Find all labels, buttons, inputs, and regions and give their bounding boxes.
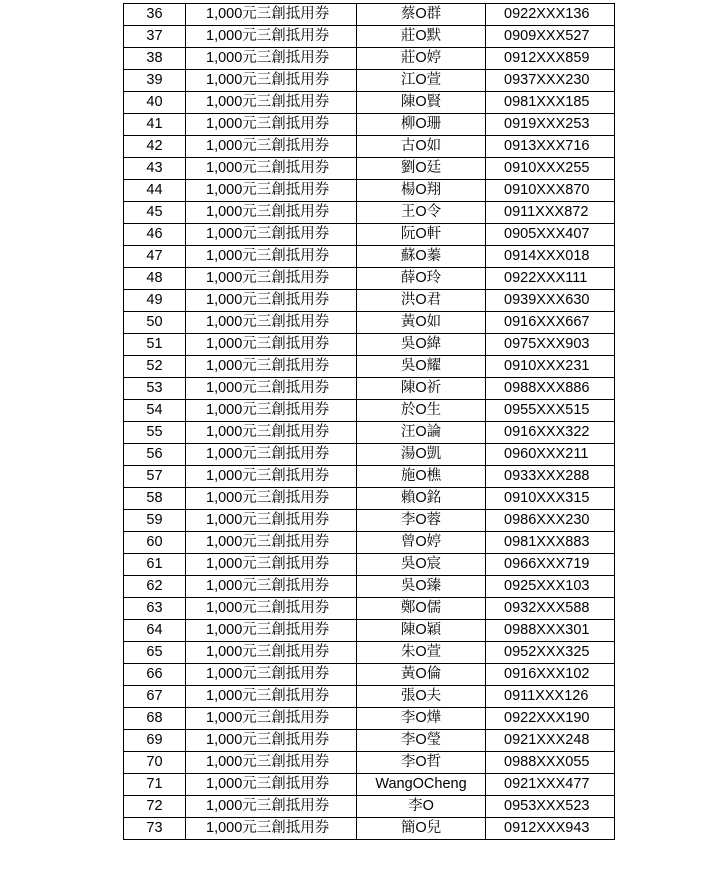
prize-cell: 1,000元三創抵用券 — [186, 158, 357, 180]
entry-number-cell: 43 — [124, 158, 186, 180]
prize-cell: 1,000元三創抵用券 — [186, 356, 357, 378]
table-row — [124, 48, 615, 70]
phone-number-cell: 0911XXX126 — [486, 686, 615, 708]
prize-cell: 1,000元三創抵用券 — [186, 378, 357, 400]
entry-number-cell: 38 — [124, 48, 186, 70]
prize-cell: 1,000元三創抵用券 — [186, 4, 357, 26]
entry-number-cell: 60 — [124, 532, 186, 554]
phone-number-cell: 0932XXX588 — [486, 598, 615, 620]
prize-cell: 1,000元三創抵用券 — [186, 268, 357, 290]
table-row — [124, 70, 615, 92]
winner-name-cell: 李O瑩 — [357, 730, 486, 752]
table-row — [124, 202, 615, 224]
prize-cell: 1,000元三創抵用券 — [186, 510, 357, 532]
winner-name-cell: 曾O婷 — [357, 532, 486, 554]
table-row — [124, 180, 615, 202]
prize-cell: 1,000元三創抵用券 — [186, 202, 357, 224]
table-row — [124, 378, 615, 400]
table-row — [124, 664, 615, 686]
phone-number-cell: 0939XXX630 — [486, 290, 615, 312]
winner-name-cell: 楊O翔 — [357, 180, 486, 202]
winner-name-cell: 李O蓉 — [357, 510, 486, 532]
table-row — [124, 92, 615, 114]
table-row — [124, 356, 615, 378]
prize-cell: 1,000元三創抵用券 — [186, 224, 357, 246]
prize-cell: 1,000元三創抵用券 — [186, 444, 357, 466]
phone-number-cell: 0910XXX255 — [486, 158, 615, 180]
entry-number-cell: 42 — [124, 136, 186, 158]
phone-number-cell: 0913XXX716 — [486, 136, 615, 158]
prize-cell: 1,000元三創抵用券 — [186, 400, 357, 422]
prize-cell: 1,000元三創抵用券 — [186, 70, 357, 92]
phone-number-cell: 0916XXX667 — [486, 312, 615, 334]
entry-number-cell: 61 — [124, 554, 186, 576]
prize-cell: 1,000元三創抵用券 — [186, 620, 357, 642]
winner-name-cell: 李O燁 — [357, 708, 486, 730]
prize-cell: 1,000元三創抵用券 — [186, 290, 357, 312]
entry-number-cell: 55 — [124, 422, 186, 444]
table-row — [124, 224, 615, 246]
table-row — [124, 312, 615, 334]
entry-number-cell: 47 — [124, 246, 186, 268]
table-row — [124, 400, 615, 422]
prize-cell: 1,000元三創抵用券 — [186, 334, 357, 356]
phone-number-cell: 0912XXX943 — [486, 818, 615, 840]
table-row — [124, 422, 615, 444]
entry-number-cell: 65 — [124, 642, 186, 664]
entry-number-cell: 44 — [124, 180, 186, 202]
table-row — [124, 444, 615, 466]
entry-number-cell: 49 — [124, 290, 186, 312]
entry-number-cell: 45 — [124, 202, 186, 224]
table-row — [124, 466, 615, 488]
entry-number-cell: 72 — [124, 796, 186, 818]
entry-number-cell: 63 — [124, 598, 186, 620]
winner-list-table — [123, 3, 615, 840]
phone-number-cell: 0925XXX103 — [486, 576, 615, 598]
entry-number-cell: 66 — [124, 664, 186, 686]
entry-number-cell: 64 — [124, 620, 186, 642]
table-row — [124, 334, 615, 356]
prize-cell: 1,000元三創抵用券 — [186, 422, 357, 444]
entry-number-cell: 36 — [124, 4, 186, 26]
table-row — [124, 774, 615, 796]
winner-name-cell: 王O令 — [357, 202, 486, 224]
table-row — [124, 554, 615, 576]
winner-name-cell: 賴O銘 — [357, 488, 486, 510]
table-row — [124, 730, 615, 752]
winner-name-cell: 李O哲 — [357, 752, 486, 774]
phone-number-cell: 0988XXX055 — [486, 752, 615, 774]
winner-name-cell: 李O — [357, 796, 486, 818]
table-row — [124, 268, 615, 290]
winner-name-cell: 鄭O儒 — [357, 598, 486, 620]
phone-number-cell: 0910XXX315 — [486, 488, 615, 510]
table-row — [124, 752, 615, 774]
prize-cell: 1,000元三創抵用券 — [186, 796, 357, 818]
entry-number-cell: 69 — [124, 730, 186, 752]
winner-name-cell: 古O如 — [357, 136, 486, 158]
entry-number-cell: 71 — [124, 774, 186, 796]
phone-number-cell: 0912XXX859 — [486, 48, 615, 70]
table-row — [124, 290, 615, 312]
prize-cell: 1,000元三創抵用券 — [186, 642, 357, 664]
winner-name-cell: 吳O宸 — [357, 554, 486, 576]
winner-name-cell: 江O萱 — [357, 70, 486, 92]
entry-number-cell: 50 — [124, 312, 186, 334]
phone-number-cell: 0922XXX190 — [486, 708, 615, 730]
winner-name-cell: 吳O緯 — [357, 334, 486, 356]
prize-cell: 1,000元三創抵用券 — [186, 576, 357, 598]
prize-cell: 1,000元三創抵用券 — [186, 136, 357, 158]
entry-number-cell: 48 — [124, 268, 186, 290]
phone-number-cell: 0909XXX527 — [486, 26, 615, 48]
entry-number-cell: 52 — [124, 356, 186, 378]
entry-number-cell: 62 — [124, 576, 186, 598]
prize-cell: 1,000元三創抵用券 — [186, 312, 357, 334]
prize-cell: 1,000元三創抵用券 — [186, 686, 357, 708]
winner-name-cell: 薛O玲 — [357, 268, 486, 290]
prize-cell: 1,000元三創抵用券 — [186, 48, 357, 70]
winner-name-cell: 柳O珊 — [357, 114, 486, 136]
winner-name-cell: 阮O軒 — [357, 224, 486, 246]
entry-number-cell: 58 — [124, 488, 186, 510]
prize-cell: 1,000元三創抵用券 — [186, 466, 357, 488]
phone-number-cell: 0952XXX325 — [486, 642, 615, 664]
winner-name-cell: 施O樵 — [357, 466, 486, 488]
table-row — [124, 576, 615, 598]
table-row — [124, 532, 615, 554]
phone-number-cell: 0960XXX211 — [486, 444, 615, 466]
entry-number-cell: 73 — [124, 818, 186, 840]
winner-name-cell: 陳O賢 — [357, 92, 486, 114]
table-row — [124, 598, 615, 620]
table-row — [124, 136, 615, 158]
phone-number-cell: 0975XXX903 — [486, 334, 615, 356]
prize-cell: 1,000元三創抵用券 — [186, 774, 357, 796]
winner-name-cell: 朱O萱 — [357, 642, 486, 664]
phone-number-cell: 0921XXX477 — [486, 774, 615, 796]
prize-cell: 1,000元三創抵用券 — [186, 532, 357, 554]
winner-name-cell: 吳O臻 — [357, 576, 486, 598]
prize-cell: 1,000元三創抵用券 — [186, 180, 357, 202]
phone-number-cell: 0981XXX883 — [486, 532, 615, 554]
winner-name-cell: 陳O祈 — [357, 378, 486, 400]
phone-number-cell: 0933XXX288 — [486, 466, 615, 488]
winner-name-cell: 蔡O群 — [357, 4, 486, 26]
prize-cell: 1,000元三創抵用券 — [186, 730, 357, 752]
winner-name-cell: 蘇O蓁 — [357, 246, 486, 268]
table-row — [124, 114, 615, 136]
table-row — [124, 642, 615, 664]
entry-number-cell: 39 — [124, 70, 186, 92]
entry-number-cell: 67 — [124, 686, 186, 708]
phone-number-cell: 0905XXX407 — [486, 224, 615, 246]
table-row — [124, 686, 615, 708]
entry-number-cell: 68 — [124, 708, 186, 730]
phone-number-cell: 0988XXX886 — [486, 378, 615, 400]
phone-number-cell: 0921XXX248 — [486, 730, 615, 752]
prize-cell: 1,000元三創抵用券 — [186, 752, 357, 774]
prize-cell: 1,000元三創抵用券 — [186, 26, 357, 48]
phone-number-cell: 0916XXX322 — [486, 422, 615, 444]
winner-name-cell: 陳O穎 — [357, 620, 486, 642]
winner-name-cell: 湯O凱 — [357, 444, 486, 466]
table-row — [124, 488, 615, 510]
winner-list-body — [124, 4, 615, 840]
winner-name-cell: 簡O兒 — [357, 818, 486, 840]
phone-number-cell: 0986XXX230 — [486, 510, 615, 532]
winner-name-cell: 於O生 — [357, 400, 486, 422]
winner-name-cell: 汪O論 — [357, 422, 486, 444]
prize-cell: 1,000元三創抵用券 — [186, 114, 357, 136]
prize-cell: 1,000元三創抵用券 — [186, 708, 357, 730]
winner-name-cell: 莊O婷 — [357, 48, 486, 70]
entry-number-cell: 70 — [124, 752, 186, 774]
phone-number-cell: 0966XXX719 — [486, 554, 615, 576]
table-row — [124, 818, 615, 840]
prize-cell: 1,000元三創抵用券 — [186, 246, 357, 268]
entry-number-cell: 41 — [124, 114, 186, 136]
prize-cell: 1,000元三創抵用券 — [186, 664, 357, 686]
entry-number-cell: 46 — [124, 224, 186, 246]
winner-name-cell: 黃O如 — [357, 312, 486, 334]
entry-number-cell: 37 — [124, 26, 186, 48]
prize-cell: 1,000元三創抵用券 — [186, 92, 357, 114]
table-row — [124, 620, 615, 642]
winner-name-cell: 黃O倫 — [357, 664, 486, 686]
table-row — [124, 708, 615, 730]
phone-number-cell: 0916XXX102 — [486, 664, 615, 686]
entry-number-cell: 40 — [124, 92, 186, 114]
winner-name-cell: 莊O默 — [357, 26, 486, 48]
table-row — [124, 26, 615, 48]
winner-name-cell: 吳O耀 — [357, 356, 486, 378]
winner-name-cell: WangOCheng — [357, 774, 486, 796]
table-row — [124, 158, 615, 180]
prize-cell: 1,000元三創抵用券 — [186, 554, 357, 576]
phone-number-cell: 0953XXX523 — [486, 796, 615, 818]
prize-cell: 1,000元三創抵用券 — [186, 488, 357, 510]
table-row — [124, 796, 615, 818]
phone-number-cell: 0914XXX018 — [486, 246, 615, 268]
phone-number-cell: 0922XXX111 — [486, 268, 615, 290]
phone-number-cell: 0919XXX253 — [486, 114, 615, 136]
winner-name-cell: 張O夫 — [357, 686, 486, 708]
prize-cell: 1,000元三創抵用券 — [186, 818, 357, 840]
phone-number-cell: 0911XXX872 — [486, 202, 615, 224]
entry-number-cell: 59 — [124, 510, 186, 532]
winner-name-cell: 洪O君 — [357, 290, 486, 312]
entry-number-cell: 56 — [124, 444, 186, 466]
phone-number-cell: 0937XXX230 — [486, 70, 615, 92]
entry-number-cell: 54 — [124, 400, 186, 422]
phone-number-cell: 0955XXX515 — [486, 400, 615, 422]
entry-number-cell: 57 — [124, 466, 186, 488]
entry-number-cell: 51 — [124, 334, 186, 356]
phone-number-cell: 0910XXX231 — [486, 356, 615, 378]
phone-number-cell: 0910XXX870 — [486, 180, 615, 202]
phone-number-cell: 0922XXX136 — [486, 4, 615, 26]
table-row — [124, 4, 615, 26]
table-row — [124, 510, 615, 532]
entry-number-cell: 53 — [124, 378, 186, 400]
phone-number-cell: 0988XXX301 — [486, 620, 615, 642]
table-row — [124, 246, 615, 268]
winner-name-cell: 劉O廷 — [357, 158, 486, 180]
phone-number-cell: 0981XXX185 — [486, 92, 615, 114]
prize-cell: 1,000元三創抵用券 — [186, 598, 357, 620]
